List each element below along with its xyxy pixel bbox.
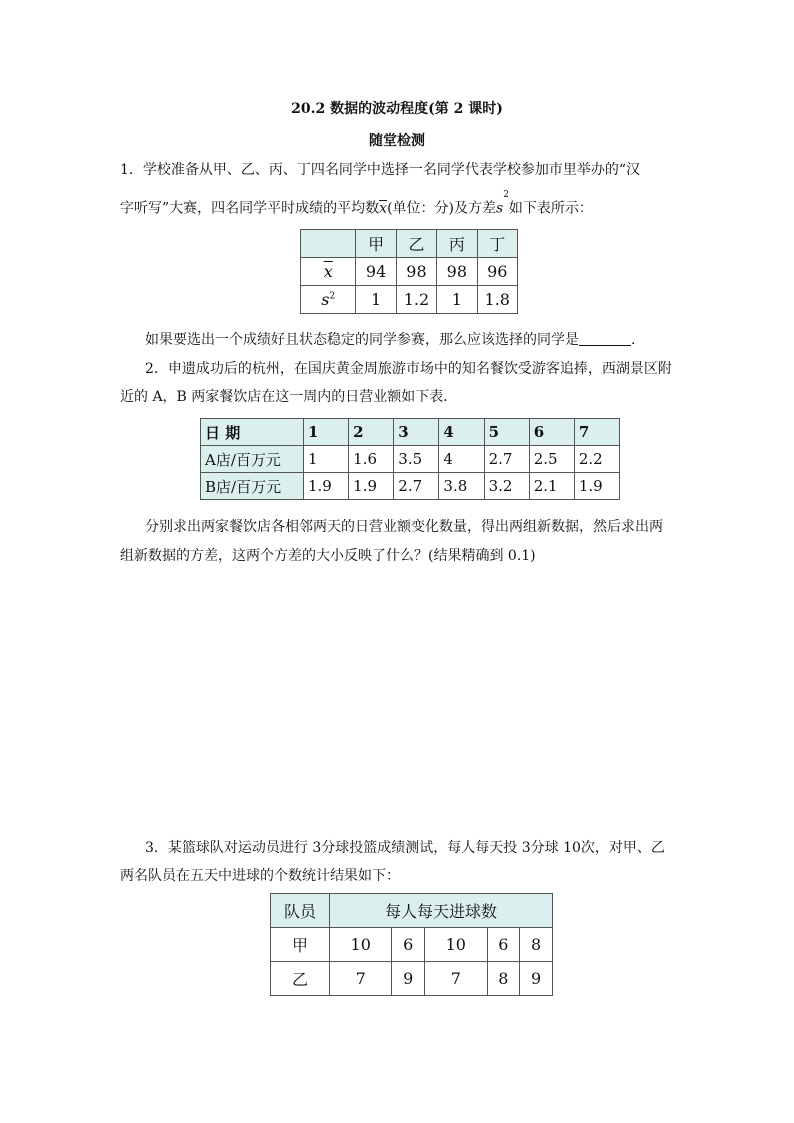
- q2-table-row-label: B店/百万元: [201, 473, 304, 500]
- q2-table-head-day: 4: [439, 419, 484, 446]
- q1-table-mean-row: [301, 258, 518, 286]
- q1-table-cell: 98: [437, 258, 477, 286]
- q3-table-row-jia: [271, 928, 553, 962]
- q2-text1: 分别求出两家餐饮店各相邻两天的日营业额变化数量，得出两组新数据，然后求出两: [145, 519, 663, 535]
- q1-line2-b: (单位：分)及方差: [387, 200, 496, 217]
- q2-table-cell: 1.6: [349, 446, 394, 473]
- q2-table-cell: 2.7: [484, 446, 529, 473]
- q1-table-head-yi: 乙: [396, 230, 436, 258]
- q1-table-head-bing: 丙: [437, 230, 477, 258]
- q2-line2: 近的 A，B 两家餐饮店在这一周内的日营业额如下表．: [120, 389, 458, 405]
- q1-table-mean-label: $\overline{x}$: [301, 258, 356, 286]
- q3-table-cell: 7: [330, 962, 392, 996]
- q1-table-head-ding: 丁: [477, 230, 518, 258]
- q2-table-cell: 1: [304, 446, 349, 473]
- q2-table-head-day: 7: [574, 419, 619, 446]
- q1-line2-a: 字听写”大赛，四名同学平时成绩的平均数: [120, 200, 380, 217]
- q1-xbar-symbol: $\overline{x}$: [379, 200, 388, 217]
- q2-table-cell: 1.9: [304, 473, 349, 500]
- q1-table-head-jia: 甲: [356, 230, 396, 258]
- q1-table: [300, 229, 518, 314]
- page-title: 20.2 数据的波动程度(第 2 课时): [291, 101, 503, 117]
- q1-table-cell: 98: [396, 258, 436, 286]
- q1-table-var-label: [301, 286, 356, 314]
- q1-s-sup: 2: [503, 190, 509, 200]
- q1-table-cell: 94: [356, 258, 396, 286]
- q2-table-row-a: [201, 446, 620, 473]
- q2-table-head-day: 2: [349, 419, 394, 446]
- q1-table-var-symbol: s: [321, 290, 330, 309]
- q1-table-cell: 96: [477, 258, 518, 286]
- q3-table-cell: 6: [487, 928, 520, 962]
- q3-table-head-player: 队员: [271, 894, 330, 928]
- q1-table-corner: [301, 230, 356, 258]
- q2-table-cell: 2.7: [394, 473, 439, 500]
- q1-table-header-row: [301, 230, 518, 258]
- q1-question: [145, 330, 705, 350]
- q2-table-row-b: [201, 473, 620, 500]
- q2-line1: 2．申遗成功后的杭州，在国庆黄金周旅游市场中的知名餐饮受游客追捧，西湖景区附: [145, 361, 672, 377]
- q2-table-cell: 3.8: [439, 473, 484, 500]
- q1-table-var-sup: 2: [329, 291, 336, 302]
- q2-table-cell: 3.2: [484, 473, 529, 500]
- section-subtitle: 随堂检测: [369, 133, 425, 149]
- q1-table-cell: 1.2: [396, 286, 436, 314]
- q3-table-cell: 9: [392, 962, 425, 996]
- q3-table-cell: 6: [392, 928, 425, 962]
- q3-table-header-row: [271, 894, 553, 928]
- q2-table-cell: 1.9: [349, 473, 394, 500]
- q2-answer-space[interactable]: [120, 575, 680, 825]
- q2-table-head-day: 1: [304, 419, 349, 446]
- q1-table-cell: 1: [356, 286, 396, 314]
- q1-line1: 1．学校准备从甲、乙、丙、丁四名同学中选择一名同学代表学校参加市里举办的“汉: [120, 162, 641, 178]
- q3-table-cell: 10: [330, 928, 392, 962]
- q3-line1: 3．某篮球队对运动员进行 3分球投篮成绩测试，每人每天投 3分球 10次，对甲、乙: [145, 840, 665, 856]
- q2-table-head-day: 3: [394, 419, 439, 446]
- q2-table-head-date: 日 期: [201, 419, 304, 446]
- q2-table-cell: 2.1: [529, 473, 574, 500]
- q2-table-cell: 2.2: [574, 446, 619, 473]
- q2-table-cell: 4: [439, 446, 484, 473]
- q3-table-cell: 8: [487, 962, 520, 996]
- q1-line2: [120, 190, 680, 219]
- q2-text2: 组新数据的方差，这两个方差的大小反映了什么？(结果精确到 0.1): [120, 548, 536, 564]
- q2-table-header-row: [201, 419, 620, 446]
- q3-table-cell: 9: [520, 962, 553, 996]
- q3-line2: 两名队员在五天中进球的个数统计结果如下：: [120, 868, 400, 884]
- q2-table-row-label: A店/百万元: [201, 446, 304, 473]
- q1-table-cell: 1: [437, 286, 477, 314]
- q1-answer-blank[interactable]: [579, 331, 631, 346]
- q2-table-head-day: 6: [529, 419, 574, 446]
- q2-table-cell: 3.5: [394, 446, 439, 473]
- q2-table-head-day: 5: [484, 419, 529, 446]
- q3-table-row-label: 甲: [271, 928, 330, 962]
- q3-table-cell: 8: [520, 928, 553, 962]
- q3-table-cell: 10: [425, 928, 487, 962]
- q3-table-head-merged: 每人每天进球数: [330, 894, 553, 928]
- q2-table: [200, 418, 620, 500]
- q1-question-text: 如果要选出一个成绩好且状态稳定的同学参赛，那么应该选择的同学是: [145, 332, 579, 348]
- q1-table-var-row: [301, 286, 518, 314]
- q3-table-row-yi: [271, 962, 553, 996]
- q3-table-cell: 7: [425, 962, 487, 996]
- q1-table-cell: 1.8: [477, 286, 518, 314]
- q1-question-end: ．: [631, 332, 645, 348]
- q3-table-row-label: 乙: [271, 962, 330, 996]
- q3-table: [270, 893, 553, 996]
- q2-table-cell: 1.9: [574, 473, 619, 500]
- q2-table-cell: 2.5: [529, 446, 574, 473]
- q1-line2-c: 如下表所示：: [508, 200, 593, 217]
- q1-s-symbol: s: [496, 200, 504, 217]
